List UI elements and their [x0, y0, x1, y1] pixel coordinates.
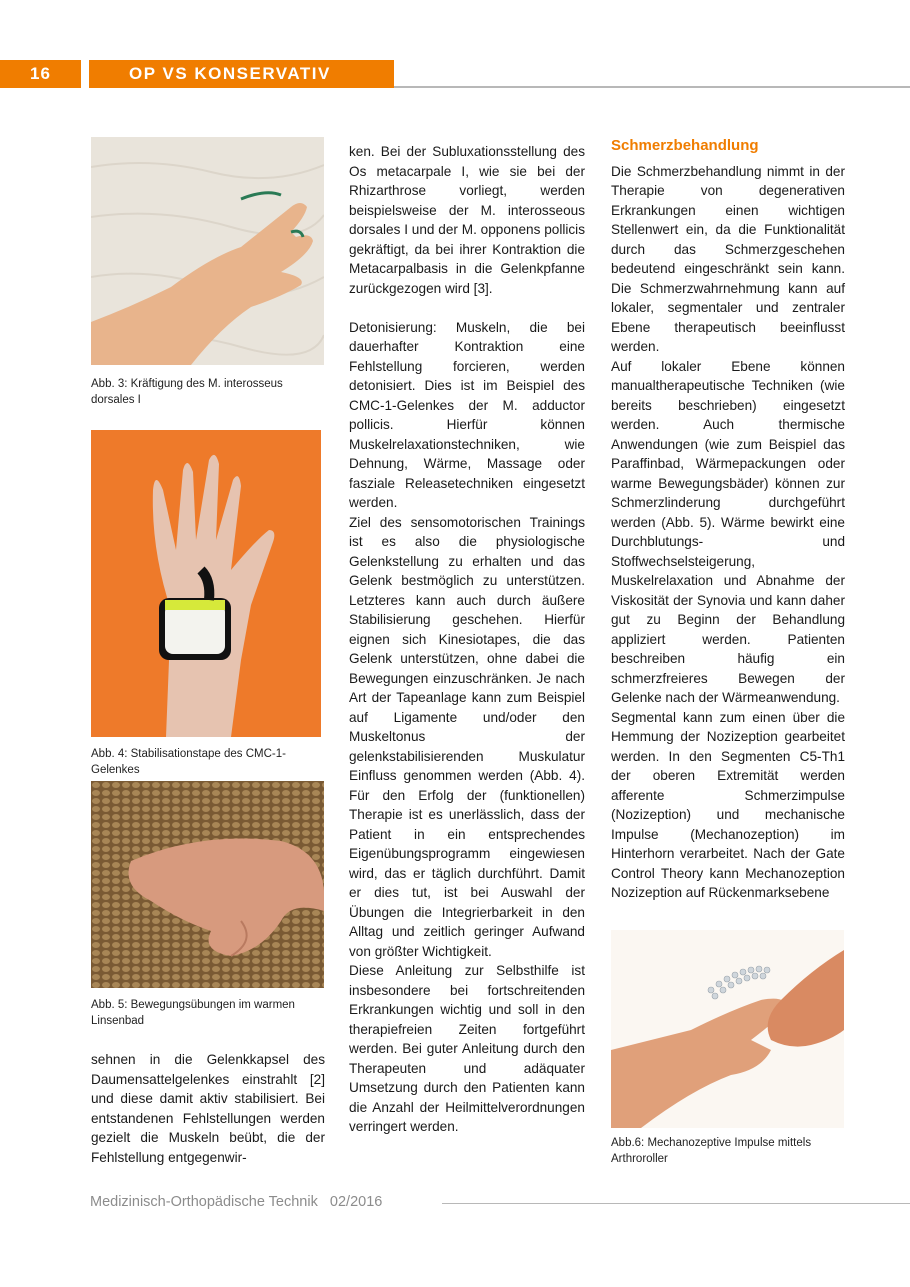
- lentil-bath-illustration: [91, 781, 324, 988]
- figure-4-caption: Abb. 4: Stabilisationstape des CMC-1-Gelenkes: [91, 748, 286, 776]
- paragraph: sehnen in die Gelenkkapsel des Daumensattelgelenkes einstrahlt [2] und diese damit aktiv stabilisiert. Bei entstandenen Fehlstellungen werden gezielt die Muskeln beübt, die der Fehlstellung entgegenwir-: [91, 1052, 325, 1165]
- taped-hand-illustration: [91, 430, 321, 737]
- issue-number: 02/2016: [329, 1194, 383, 1210]
- hand-exercise-illustration: [91, 137, 324, 365]
- figure-6-photo: [611, 930, 844, 1128]
- column-1-text: [91, 1050, 325, 1167]
- header-rule: [394, 86, 910, 88]
- paragraph: Diese Anleitung zur Selbsthilfe ist insbesondere bei fortschreitenden Erkrankungen wichtig und soll in den therapiefreien Zeiten fortgeführt werden. Bei guter Anleitung durch den Therapeuten und adäquater Umsetzung durch den Patienten kann die Anzahl der Heilmittelverordnungen verringert werden.: [349, 963, 585, 1134]
- figure-6-caption: Abb.6: Mechanozeptive Impulse mittels Arthroroller: [611, 1137, 812, 1165]
- journal-name: Medizinisch-Orthopädische Technik: [90, 1194, 318, 1210]
- paragraph: Auf lokaler Ebene können manualtherapeutische Techniken (wie bereits beschrieben) eingesetzt werden. Auch thermische Anwendungen (wie zum Beispiel das Paraffinbad, Wärmepackungen oder warme Bewegungsbäder) können zur Schmerzlinderung durchgeführt werden (Abb. 5). Wärme bewirkt eine Durchblutungs- und Stoffwechselsteigerung, Muskelrelaxation und Abnahme der Viskosität der Synovia und kann daher gut zu Beginn der Behandlung appliziert werden. Patienten beschreiben häufig ein schmerzfreieres Bewegen der Gelenke nach der Wärmeanwendung.: [611, 358, 845, 705]
- paragraph: Die Schmerzbehandlung nimmt in der Therapie von degenerativen Erkrankungen einen wichtigen Stellenwert ein, da die Funktionalität durch das Schmerzgeschehen bedeutend eingeschränkt sein kann. Die Schmerzwahrnehmung kann auf lokaler, segmentaler und zentraler Ebene therapeutisch beeinflusst werden.: [611, 163, 845, 354]
- footer-rule: [442, 1203, 910, 1204]
- paragraph: Detonisierung: Muskeln, die bei dauerhafter Kontraktion eine Fehlstellung forcieren, werden detonisiert. Dies ist im Beispiel des CMC-1-Gelenkes der M. adductor pollicis. Hierfür können Muskelrelaxationstechniken, wie Dehnung, Wärme, Massage oder fasziale Releasetechniken eingesetzt werden.: [349, 319, 585, 510]
- section-title: OP VS KONSERVATIV: [89, 60, 394, 88]
- page-header: [0, 60, 910, 88]
- figure-3-photo: [91, 137, 324, 365]
- figure-5-photo: [91, 781, 324, 988]
- arthroroller-illustration: [611, 930, 844, 1128]
- paragraph: ken. Bei der Subluxationsstellung des Os metacarpale I, wie sie bei der Rhizarthrose vorliegt, werden beispielsweise der M. interosseous dorsales I und der M. opponens pollicis gekräftigt, da bei ihrer Kontraktion die Metacarpalbasis in die Gelenkpfanne zurückgezogen wird [3].: [349, 144, 585, 296]
- figure-3-caption: Abb. 3: Kräftigung des M. interosseus dorsales I: [91, 378, 283, 406]
- paragraph: Ziel des sensomotorischen Trainings ist es also die physiologische Gelenkstellung zu erhalten und das Gelenk bestmöglich zu unterstützen. Letzteres kann auch durch äußere Stabilisierung geschehen. Hierfür eignen sich Kinesiotapes, die das Gelenk unterstützen, ohne dabei die Bewegungen einzuschränken. Je nach Art der Tapeanlage kann zum Beispiel auf Ligamente und/oder den Muskeltonus der gelenkstabilisierenden Muskulatur Einfluss genommen werden (Abb. 4). Für den Erfolg der (funktionellen) Therapie ist es unerlässlich, dass der Patient in ein entsprechendes Eigenübungsprogramm eingewiesen wird, das er täglich durchführt. Damit er dies tut, ist bei Auswahl der Übungen die Integrierbarkeit in den Alltag und zeitlich geringer Aufwand von größter Wichtigkeit.: [349, 514, 585, 959]
- section-heading: Schmerzbehandlung: [611, 137, 759, 154]
- page-footer: [90, 1193, 910, 1213]
- figure-5-caption: Abb. 5: Bewegungsübungen im warmen Linsenbad: [91, 999, 295, 1027]
- column-3-text: [611, 136, 845, 903]
- figure-4-photo: [91, 430, 321, 737]
- page-number: 16: [0, 60, 81, 88]
- paragraph: Segmental kann zum einen über die Hemmung der Nozizeption gearbeitet werden. In den Segmenten C5-Th1 der oberen Extremität werden afferente Schmerzimpulse (Nozizeption) und mechanische Impulse (Mechanozeption) im Hinterhorn verarbeitet. Nach der Gate Control Theory kann Mechanozeption Nozizeption auf Rückenmarksebene: [611, 709, 845, 900]
- column-2-text: [349, 142, 585, 1137]
